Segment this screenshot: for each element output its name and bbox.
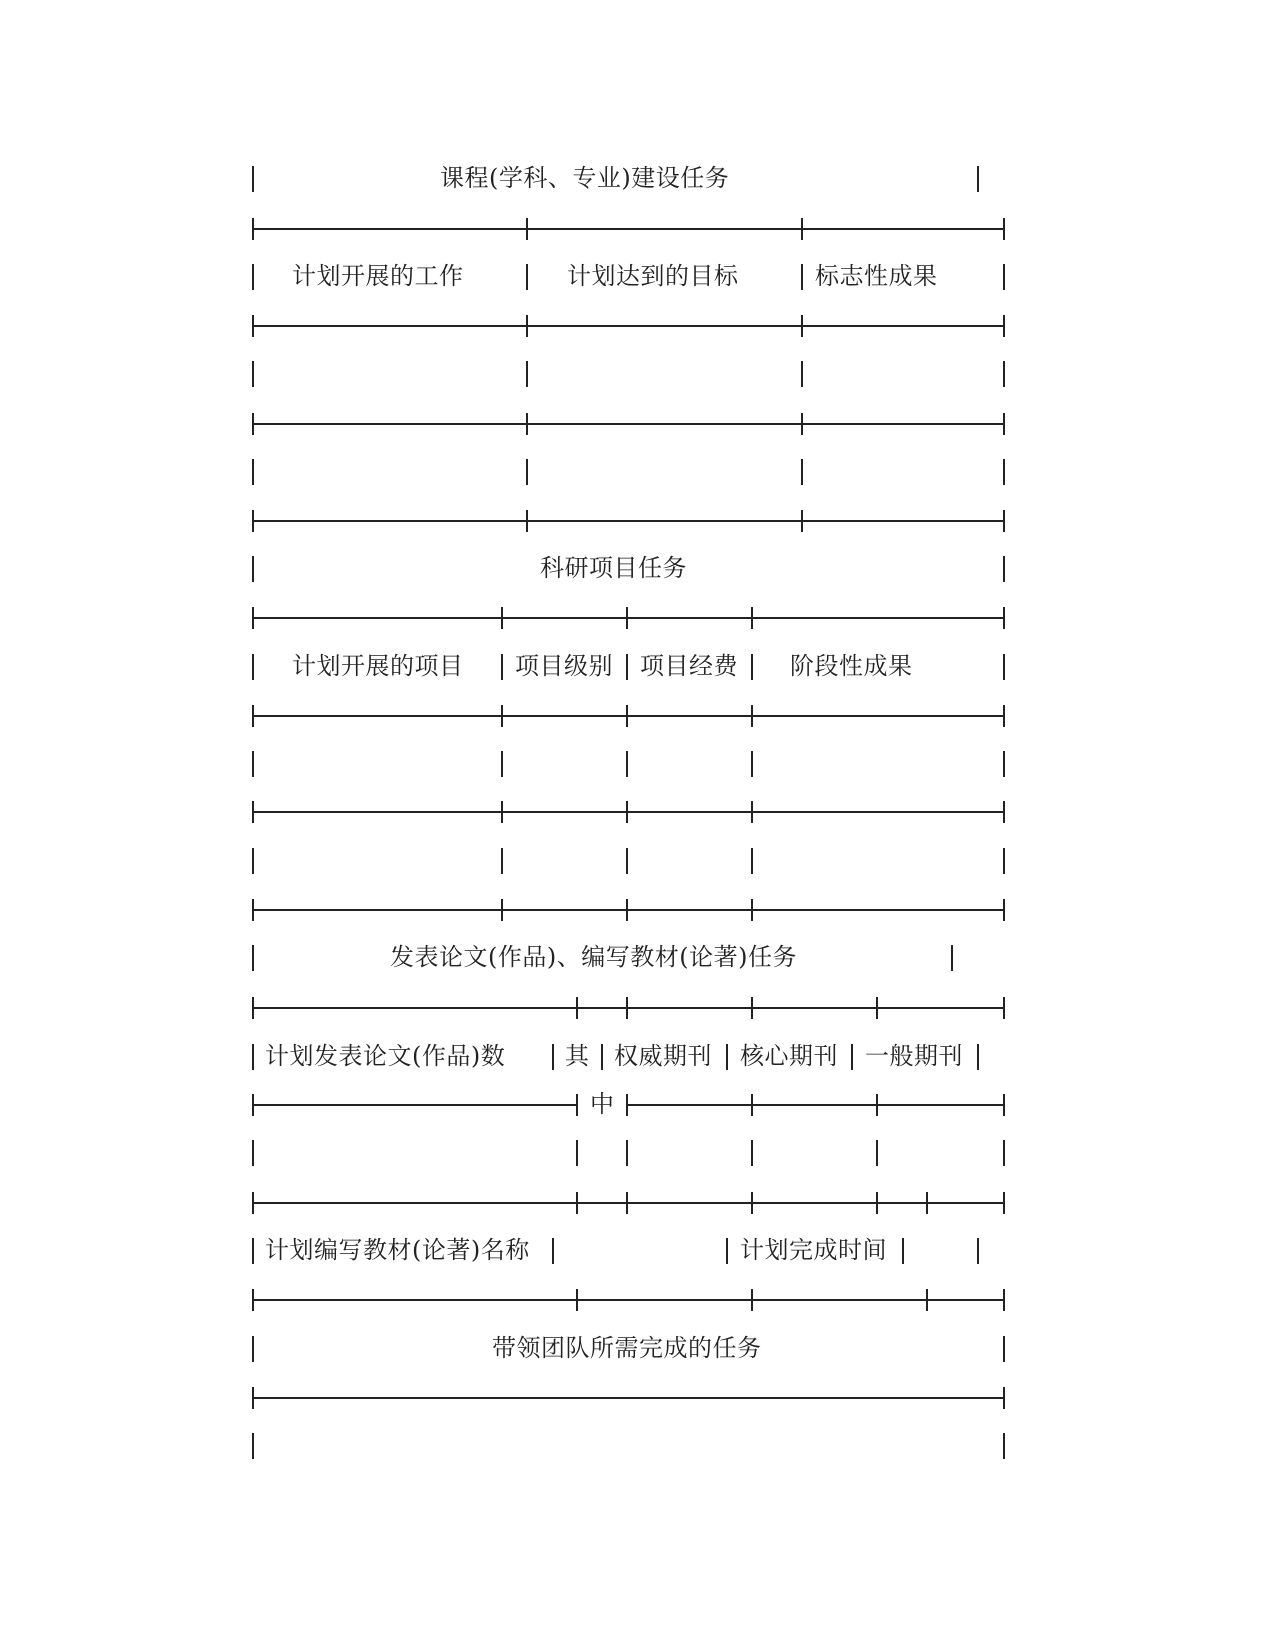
rule-tick: [526, 218, 528, 240]
column-bar: [751, 1140, 753, 1166]
column-bar: [252, 1336, 254, 1362]
rule-tick: [751, 997, 753, 1019]
column-bar: [252, 945, 254, 971]
header-planned-project: 计划开展的项目: [292, 652, 464, 680]
rule-line: [253, 1202, 1004, 1204]
label-completion-time: 计划完成时间: [740, 1236, 887, 1264]
column-bar: [751, 654, 753, 680]
column-bar: [526, 361, 528, 387]
rule-tick: [751, 1192, 753, 1214]
column-bar: [252, 751, 254, 777]
rule-tick: [751, 801, 753, 823]
rule-tick: [876, 1094, 878, 1116]
header-authoritative-journal: 权威期刊: [614, 1042, 712, 1070]
rule-tick: [252, 705, 254, 727]
column-bar: [726, 1044, 728, 1070]
header-planned-paper-count: 计划发表论文(作品)数: [265, 1042, 506, 1070]
column-bar: [252, 1044, 254, 1070]
rule-tick: [626, 705, 628, 727]
header-among-2: 中: [590, 1090, 615, 1118]
label-textbook-name: 计划编写教材(论著)名称: [265, 1236, 530, 1264]
column-bar: [252, 361, 254, 387]
rule-tick: [1003, 315, 1005, 337]
rule-tick: [252, 607, 254, 629]
column-bar: [1003, 654, 1005, 680]
rule-line: [253, 423, 1004, 425]
header-general-journal: 一般期刊: [865, 1042, 963, 1070]
rule-tick: [252, 997, 254, 1019]
column-bar: [801, 361, 803, 387]
rule-tick: [626, 801, 628, 823]
rule-line: [253, 1299, 1004, 1301]
rule-tick: [1003, 607, 1005, 629]
rule-tick: [876, 997, 878, 1019]
rule-tick: [626, 607, 628, 629]
rule-tick: [252, 801, 254, 823]
rule-tick: [751, 607, 753, 629]
rule-line: [253, 1104, 577, 1106]
rule-tick: [252, 413, 254, 435]
column-bar: [1003, 848, 1005, 874]
rule-tick: [576, 997, 578, 1019]
rule-tick: [801, 218, 803, 240]
column-bar: [526, 459, 528, 485]
rule-tick: [252, 1289, 254, 1311]
column-bar: [1003, 361, 1005, 387]
rule-tick: [252, 1192, 254, 1214]
column-bar: [902, 1238, 904, 1264]
rule-tick: [1003, 510, 1005, 532]
rule-tick: [1003, 1387, 1005, 1409]
rule-tick: [526, 413, 528, 435]
column-bar: [876, 1140, 878, 1166]
rule-line: [253, 909, 1004, 911]
rule-line: [253, 1397, 1004, 1399]
header-landmark-result: 标志性成果: [815, 262, 938, 290]
rule-tick: [1003, 218, 1005, 240]
rule-tick: [252, 899, 254, 921]
section-title-team: 带领团队所需完成的任务: [492, 1334, 762, 1362]
rule-tick: [501, 899, 503, 921]
header-planned-work: 计划开展的工作: [292, 262, 464, 290]
rule-tick: [252, 218, 254, 240]
column-bar: [751, 751, 753, 777]
rule-tick: [576, 1094, 578, 1116]
section-title-research: 科研项目任务: [540, 554, 687, 582]
column-bar: [977, 166, 979, 192]
rule-line: [253, 520, 1004, 522]
rule-tick: [626, 1094, 628, 1116]
column-bar: [526, 264, 528, 290]
header-project-funding: 项目经费: [640, 652, 738, 680]
rule-tick: [926, 1192, 928, 1214]
column-bar: [252, 264, 254, 290]
column-bar: [252, 1140, 254, 1166]
rule-tick: [751, 1289, 753, 1311]
column-bar: [501, 654, 503, 680]
column-bar: [252, 1238, 254, 1264]
column-bar: [1003, 1433, 1005, 1459]
rule-line: [253, 228, 1004, 230]
column-bar: [1003, 556, 1005, 582]
column-bar: [626, 1140, 628, 1166]
column-bar: [1003, 459, 1005, 485]
rule-line: [253, 325, 1004, 327]
column-bar: [252, 1433, 254, 1459]
column-bar: [801, 459, 803, 485]
rule-tick: [1003, 705, 1005, 727]
rule-tick: [626, 997, 628, 1019]
column-bar: [751, 848, 753, 874]
header-stage-result: 阶段性成果: [790, 652, 913, 680]
column-bar: [252, 556, 254, 582]
rule-tick: [252, 1387, 254, 1409]
column-bar: [977, 1044, 979, 1070]
rule-tick: [501, 801, 503, 823]
rule-tick: [1003, 801, 1005, 823]
rule-line: [253, 1007, 1004, 1009]
rule-tick: [751, 1094, 753, 1116]
rule-tick: [626, 1192, 628, 1214]
rule-tick: [252, 1094, 254, 1116]
rule-line: [253, 715, 1004, 717]
column-bar: [501, 848, 503, 874]
column-bar: [626, 654, 628, 680]
rule-tick: [501, 705, 503, 727]
header-project-level: 项目级别: [515, 652, 613, 680]
rule-tick: [1003, 899, 1005, 921]
rule-tick: [751, 899, 753, 921]
column-bar: [1003, 264, 1005, 290]
column-bar: [626, 751, 628, 777]
rule-line: [627, 1104, 1004, 1106]
rule-tick: [801, 510, 803, 532]
column-bar: [501, 751, 503, 777]
rule-tick: [501, 607, 503, 629]
rule-tick: [876, 1192, 878, 1214]
header-among-1: 其: [565, 1042, 590, 1070]
header-planned-goal: 计划达到的目标: [567, 262, 739, 290]
rule-tick: [526, 510, 528, 532]
column-bar: [1003, 1140, 1005, 1166]
rule-tick: [1003, 413, 1005, 435]
rule-tick: [1003, 997, 1005, 1019]
header-core-journal: 核心期刊: [740, 1042, 838, 1070]
column-bar: [252, 459, 254, 485]
rule-tick: [1003, 1192, 1005, 1214]
column-bar: [1003, 751, 1005, 777]
section-title-publication: 发表论文(作品)、编写教材(论著)任务: [390, 943, 797, 971]
section-title-course: 课程(学科、专业)建设任务: [440, 164, 730, 192]
column-bar: [801, 264, 803, 290]
column-bar: [951, 945, 953, 971]
column-bar: [977, 1238, 979, 1264]
rule-line: [253, 811, 1004, 813]
rule-tick: [526, 315, 528, 337]
column-bar: [552, 1044, 554, 1070]
rule-tick: [252, 315, 254, 337]
rule-tick: [576, 1289, 578, 1311]
rule-tick: [252, 510, 254, 532]
column-bar: [726, 1238, 728, 1264]
rule-tick: [751, 705, 753, 727]
column-bar: [252, 166, 254, 192]
column-bar: [252, 654, 254, 680]
column-bar: [851, 1044, 853, 1070]
rule-tick: [926, 1289, 928, 1311]
column-bar: [552, 1238, 554, 1264]
column-bar: [252, 848, 254, 874]
column-bar: [601, 1044, 603, 1070]
rule-tick: [1003, 1094, 1005, 1116]
rule-tick: [801, 413, 803, 435]
rule-line: [253, 617, 1004, 619]
column-bar: [1003, 1336, 1005, 1362]
column-bar: [576, 1140, 578, 1166]
column-bar: [626, 848, 628, 874]
rule-tick: [801, 315, 803, 337]
rule-tick: [626, 899, 628, 921]
rule-tick: [1003, 1289, 1005, 1311]
rule-tick: [576, 1192, 578, 1214]
